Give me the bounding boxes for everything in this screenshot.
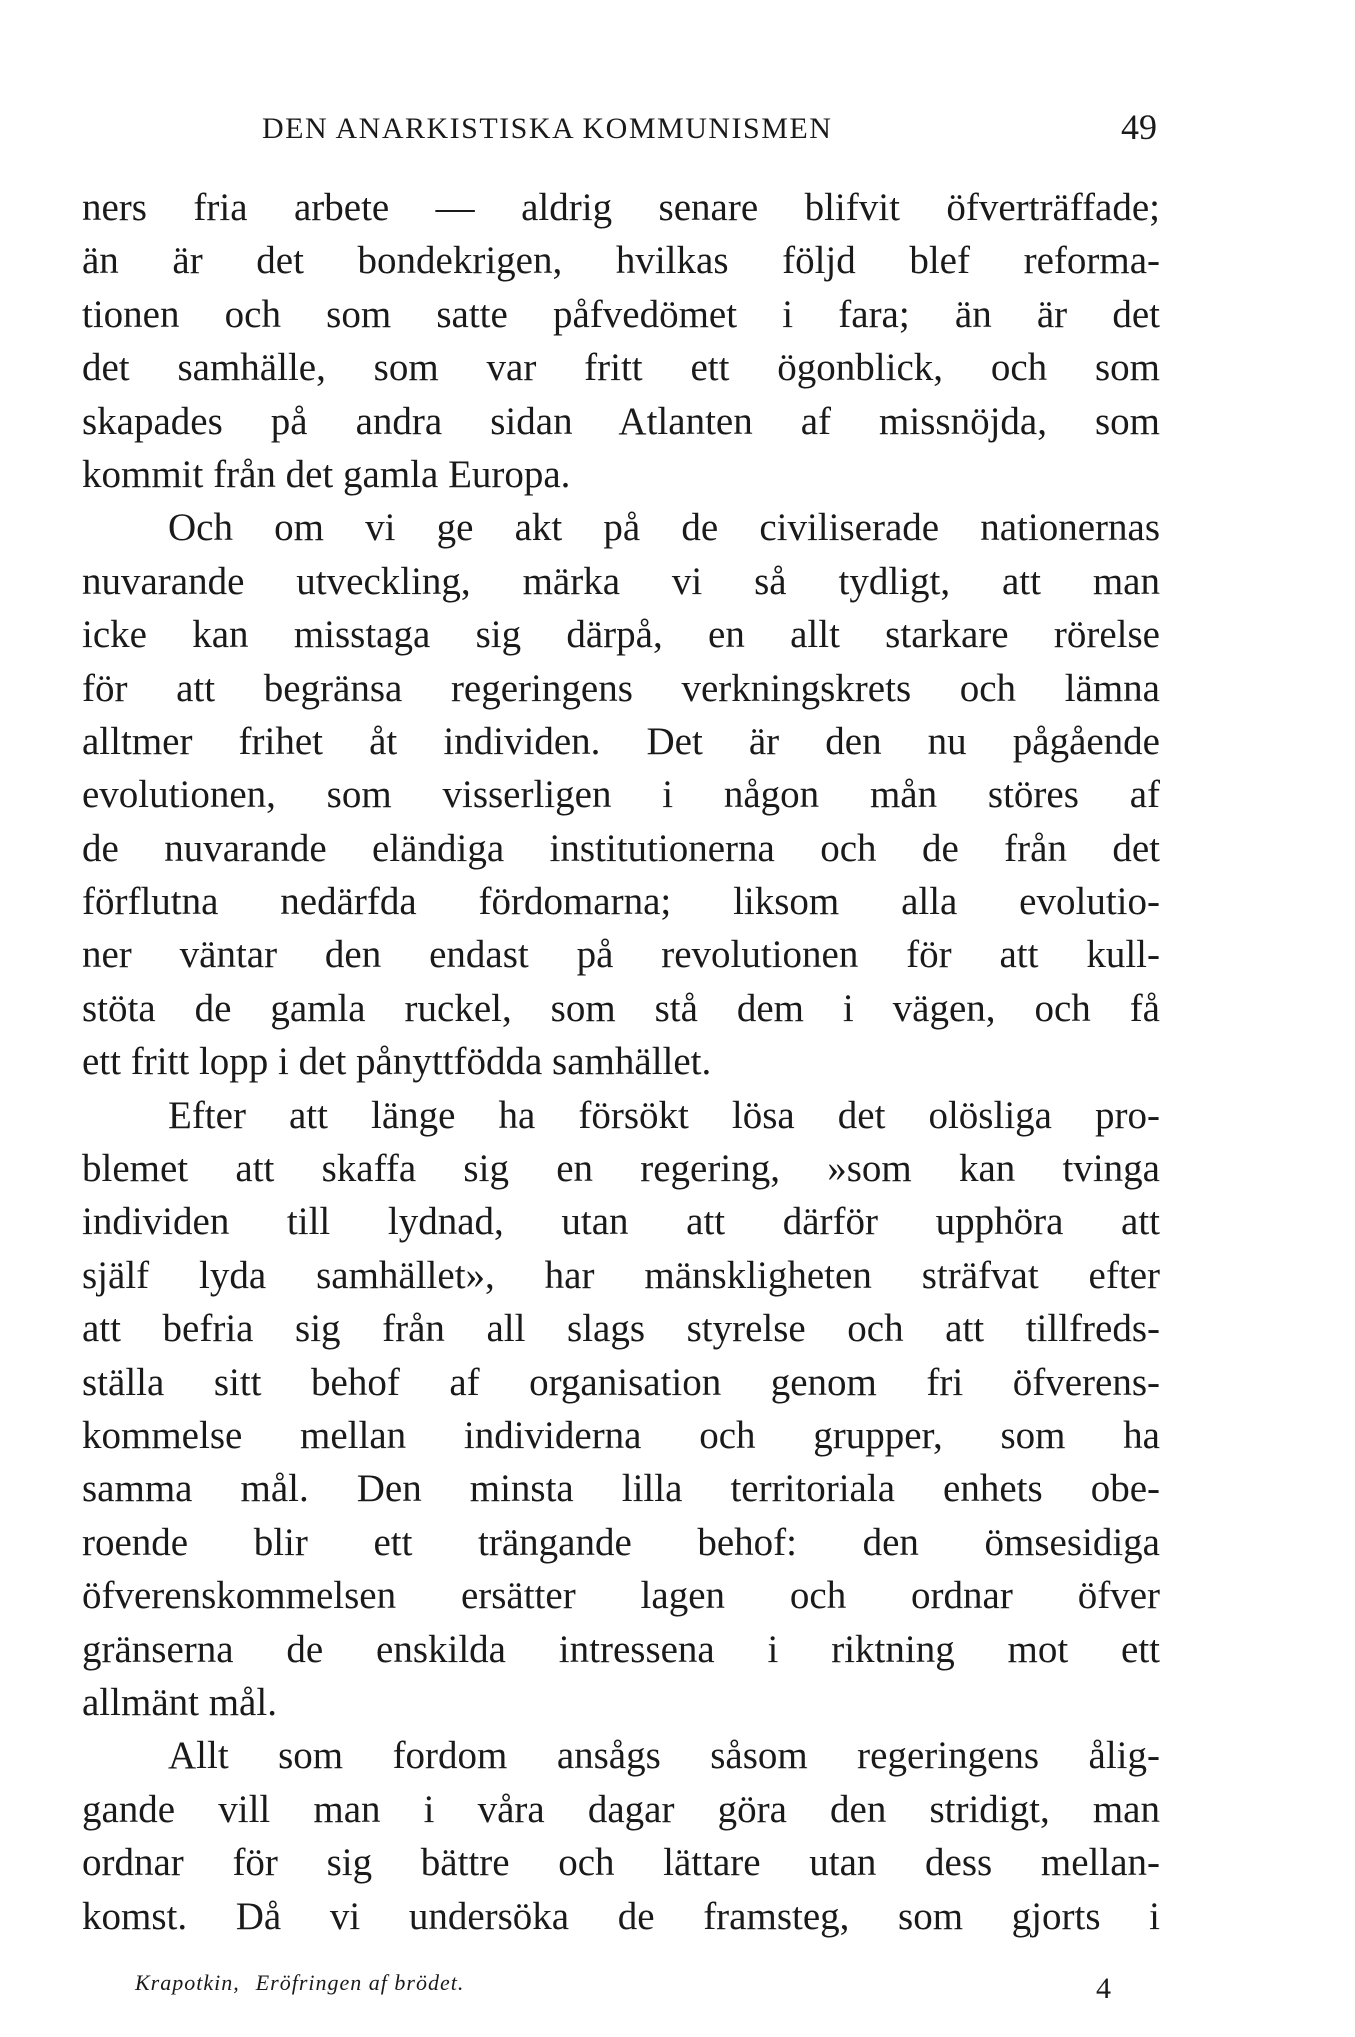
footer-signature-line: [135, 1970, 464, 1996]
text-line: Efter att länge ha försökt lösa det olösliga pro-: [168, 1093, 1160, 1137]
text-line: gränserna de enskilda intressena i riktning mot ett: [82, 1627, 1160, 1671]
text-line: själf lyda samhället», har mänskligheten sträfvat efter: [82, 1253, 1160, 1297]
text-line: det samhälle, som var fritt ett ögonblick, och som: [82, 346, 1160, 390]
footer-author: Krapotkin,: [135, 1970, 240, 1995]
text-line: alltmer frihet åt individen. Det är den nu pågående: [82, 719, 1160, 763]
text-line: att befria sig från all slags styrelse och att tillfreds-: [82, 1307, 1160, 1351]
text-line: allmänt mål.: [82, 1680, 277, 1724]
text-line: icke kan misstaga sig därpå, en allt starkare rörelse: [82, 613, 1160, 657]
text-line: ners fria arbete — aldrig senare blifvit öfverträffade;: [82, 186, 1160, 229]
text-line: komst. Då vi undersöka de framsteg, som gjorts i: [82, 1894, 1160, 1938]
text-line: roende blir ett trängande behof: den ömsesidiga: [82, 1520, 1160, 1564]
text-line: individen till lydnad, utan att därför upphöra att: [82, 1200, 1160, 1244]
page-number: 49: [1121, 107, 1157, 147]
text-line: de nuvarande eländiga institutionerna och de från det: [82, 826, 1160, 870]
text-line: blemet att skaffa sig en regering, »som kan tvinga: [82, 1147, 1160, 1191]
text-line: samma mål. Den minsta lilla territoriala enhets obe-: [82, 1467, 1160, 1511]
running-title: DEN ANARKISTISKA KOMMUNISMEN: [262, 112, 833, 145]
text-line: stöta de gamla ruckel, som stå dem i vägen, och få: [82, 986, 1160, 1030]
text-line: för att begränsa regeringens verkningskrets och lämna: [82, 666, 1160, 710]
text-line: öfverenskommelsen ersätter lagen och ordnar öfver: [82, 1574, 1160, 1618]
text-line: än är det bondekrigen, hvilkas följd blef reforma-: [82, 239, 1160, 283]
text-line: ordnar för sig bättre och lättare utan dess mellan-: [82, 1841, 1160, 1885]
text-line: gande vill man i våra dagar göra den stridigt, man: [82, 1787, 1160, 1831]
signature-mark: 4: [1096, 1972, 1111, 2005]
text-line: kommelse mellan individerna och grupper, som ha: [82, 1413, 1160, 1457]
text-line: kommit från det gamla Europa.: [82, 452, 571, 496]
text-line: ställa sitt behof af organisation genom fri öfverens-: [82, 1360, 1160, 1404]
text-line: Och om vi ge akt på de civiliserade nationernas: [168, 506, 1160, 550]
text-line: evolutionen, som visserligen i någon mån störes af: [82, 773, 1160, 817]
text-line: förflutna nedärfda fördomarna; liksom alla evolutio-: [82, 880, 1160, 924]
text-line: Allt som fordom ansågs såsom regeringens ålig-: [168, 1734, 1160, 1778]
footer-book-title: Eröfringen af brödet.: [255, 1970, 465, 1995]
text-line: ner väntar den endast på revolutionen för att kull-: [82, 933, 1160, 977]
text-line: skapades på andra sidan Atlanten af missnöjda, som: [82, 399, 1160, 443]
text-line: nuvarande utveckling, märka vi så tydligt, att man: [82, 559, 1160, 603]
text-line: tionen och som satte påfvedömet i fara; än är det: [82, 292, 1160, 336]
text-line: ett fritt lopp i det pånyttfödda samhället.: [82, 1040, 712, 1084]
body-text: [82, 181, 1160, 1943]
